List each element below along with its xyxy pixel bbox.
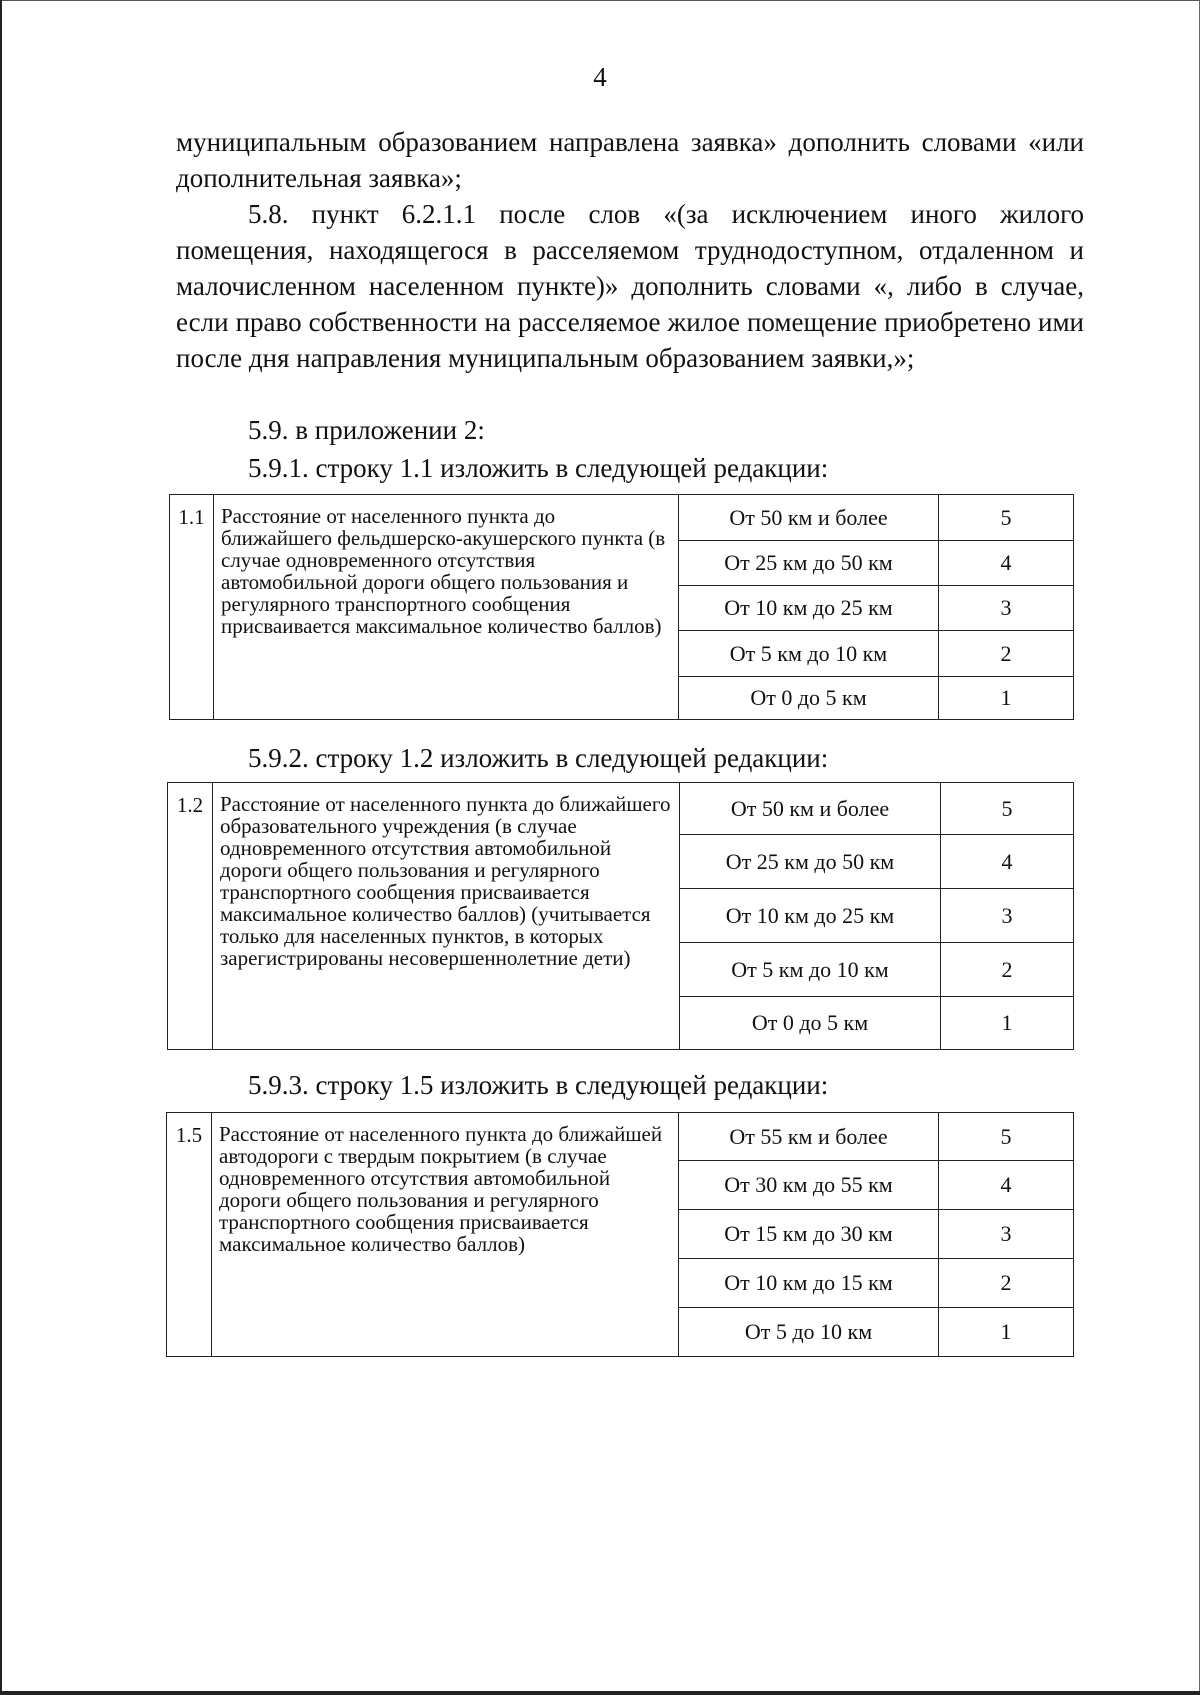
- distance-range: От 50 км и более: [679, 495, 939, 541]
- distance-range: От 0 до 5 км: [680, 997, 941, 1050]
- score-value: 1: [939, 1308, 1074, 1357]
- row-number: 1.1: [170, 495, 214, 720]
- score-value: 3: [939, 1210, 1074, 1259]
- table-row: [167, 1113, 1074, 1161]
- distance-range: От 10 км до 15 км: [679, 1259, 939, 1308]
- score-value: 4: [941, 835, 1074, 889]
- distance-range: От 0 до 5 км: [679, 677, 939, 720]
- page-number: 4: [593, 62, 607, 92]
- row-number: 1.5: [167, 1113, 212, 1357]
- paragraph-continuation: муниципальным образованием направлена заявка» дополнить словами «или дополнительная заявка»;: [176, 127, 1084, 193]
- paragraph-5-9-2: 5.9.2. строку 1.2 изложить в следующей редакции:: [248, 743, 829, 773]
- score-value: 4: [939, 1161, 1074, 1210]
- distance-range: От 55 км и более: [679, 1113, 939, 1161]
- score-value: 1: [939, 677, 1074, 720]
- distance-range: От 25 км до 50 км: [679, 541, 939, 586]
- distance-range: От 5 км до 10 км: [679, 631, 939, 677]
- paragraph-5-9-1: 5.9.1. строку 1.1 изложить в следующей редакции:: [248, 453, 829, 483]
- page-edge-top: [0, 0, 1200, 1]
- score-value: 4: [939, 541, 1074, 586]
- criteria-table-1-1: [169, 494, 1074, 720]
- criterion-description: Расстояние от населенного пункта до ближайшего образовательного учреждения (в случае одновременного отсутствия автомобильной дороги общего пользования и регулярного транспортного сообщения присваивается максимальное количество баллов) (учитывается только для населенных пунктов, в которых зарегистрированы несовершеннолетние дети): [213, 783, 680, 1050]
- distance-range: От 15 км до 30 км: [679, 1210, 939, 1259]
- score-value: 3: [939, 586, 1074, 631]
- criteria-table-1-2: [167, 782, 1074, 1050]
- score-value: 5: [941, 783, 1074, 835]
- criteria-table-1-5: [166, 1112, 1074, 1357]
- score-value: 2: [941, 943, 1074, 997]
- score-value: 5: [939, 1113, 1074, 1161]
- score-value: 5: [939, 495, 1074, 541]
- distance-range: От 25 км до 50 км: [680, 835, 941, 889]
- criterion-description: Расстояние от населенного пункта до ближайшего фельдшерско-акушерского пункта (в случае одновременного отсутствия автомобильной дороги общего пользования и регулярного транспортного сообщения присваивается максимальное количество баллов): [214, 495, 679, 720]
- score-value: 2: [939, 631, 1074, 677]
- paragraph-5-9-3: 5.9.3. строку 1.5 изложить в следующей редакции:: [248, 1070, 829, 1100]
- distance-range: От 50 км и более: [680, 783, 941, 835]
- score-value: 3: [941, 889, 1074, 943]
- score-value: 2: [939, 1259, 1074, 1308]
- row-number: 1.2: [168, 783, 213, 1050]
- distance-range: От 30 км до 55 км: [679, 1161, 939, 1210]
- distance-range: От 10 км до 25 км: [680, 889, 941, 943]
- criterion-description: Расстояние от населенного пункта до ближайшей автодороги с твердым покрытием (в случае одновременного отсутствия автомобильной дороги общего пользования и регулярного транспортного сообщения присваивается максимальное количество баллов): [212, 1113, 679, 1357]
- page-edge-bottom: [0, 1691, 1200, 1695]
- distance-range: От 10 км до 25 км: [679, 586, 939, 631]
- distance-range: От 5 км до 10 км: [680, 943, 941, 997]
- table-row: [170, 495, 1074, 541]
- page-edge-left: [0, 0, 2, 1695]
- distance-range: От 5 до 10 км: [679, 1308, 939, 1357]
- score-value: 1: [941, 997, 1074, 1050]
- table-row: [168, 783, 1074, 835]
- paragraph-5-9: 5.9. в приложении 2:: [248, 415, 485, 445]
- paragraph-5-8: 5.8. пункт 6.2.1.1 после слов «(за исключением иного жилого помещения, находящегося в расселяемом труднодоступном, отдаленном и малочисленном населенном пункте)» дополнить словами «, либо в случае, если право собственности на расселяемое жилое помещение приобретено ими после дня направления муниципальным образованием заявки,»;: [176, 199, 1084, 373]
